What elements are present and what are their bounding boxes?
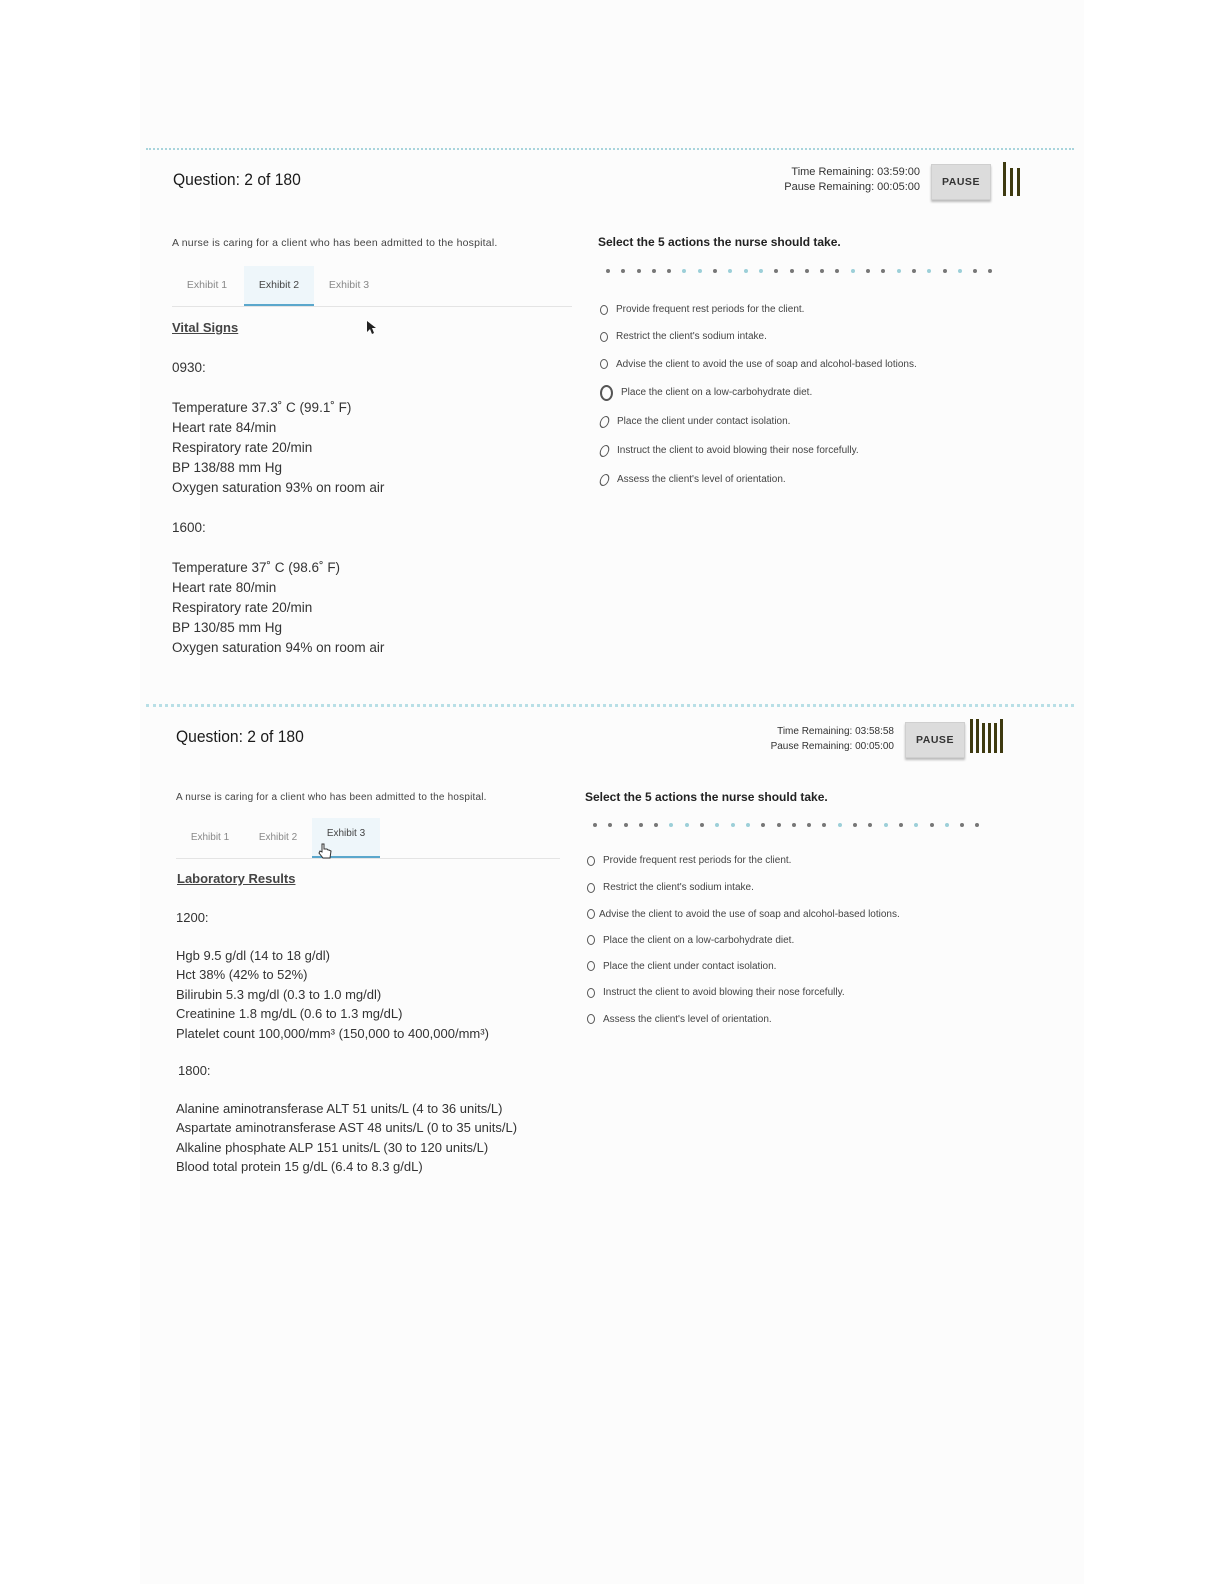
progress-dot — [667, 269, 671, 273]
lab-total-protein: Blood total protein 15 g/dL (6.4 to 8.3 g/dL) — [176, 1159, 423, 1174]
progress-dot — [608, 823, 612, 827]
vital-temperature: Temperature 37.3˚ C (99.1˚ F) — [172, 400, 352, 415]
progress-dot — [820, 269, 824, 273]
progress-dots — [606, 269, 992, 273]
progress-dot — [838, 823, 842, 827]
option-label: Advise the client to avoid the use of soap and alcohol-based lotions. — [616, 358, 917, 370]
progress-dot — [759, 269, 763, 273]
progress-dot — [715, 823, 719, 827]
option-label: Restrict the client's sodium intake. — [603, 882, 754, 893]
progress-dot — [637, 269, 641, 273]
radio-icon[interactable] — [600, 305, 608, 315]
progress-dot — [912, 269, 916, 273]
option-label: Assess the client's level of orientation. — [617, 474, 786, 485]
progress-dot — [805, 269, 809, 273]
radio-icon[interactable] — [598, 474, 610, 486]
option-label: Advise the client to avoid the use of soap and alcohol-based lotions. — [599, 908, 900, 920]
question-stem: A nurse is caring for a client who has been admitted to the hospital. — [172, 237, 498, 249]
lab-hgb: Hgb 9.5 g/dl (14 to 18 g/dl) — [176, 947, 330, 963]
progress-dot — [777, 823, 781, 827]
answer-option[interactable] — [587, 1006, 900, 1032]
timer-block — [771, 724, 894, 754]
lab-hct: Hct 38% (42% to 52%) — [176, 967, 308, 982]
progress-dot — [728, 269, 732, 273]
vital-temperature: Temperature 37˚ C (98.6˚ F) — [172, 560, 341, 575]
lab-creatinine: Creatinine 1.8 mg/dL (0.6 to 1.3 mg/dL) — [176, 1006, 403, 1021]
time-heading: 1600: — [172, 520, 206, 535]
vital-respiratory-rate: Respiratory rate 20/min — [172, 600, 313, 615]
radio-icon[interactable] — [587, 883, 595, 893]
progress-dot — [685, 823, 689, 827]
question-counter: Question: 2 of 180 — [176, 727, 304, 746]
progress-dot — [851, 269, 855, 273]
answer-option[interactable] — [587, 953, 900, 979]
question-instruction: Select the 5 actions the nurse should take. — [585, 790, 828, 804]
top-divider — [146, 148, 1074, 150]
progress-dot — [930, 823, 934, 827]
radio-icon[interactable] — [598, 445, 610, 457]
vital-heart-rate: Heart rate 80/min — [172, 580, 277, 595]
option-label: Instruct the client to avoid blowing their nose forcefully. — [603, 987, 845, 998]
exhibit-content — [176, 908, 517, 1197]
progress-dot — [807, 823, 811, 827]
time-remaining: Time Remaining: 03:58:58 — [777, 726, 894, 737]
pause-button[interactable]: PAUSE — [905, 722, 965, 758]
progress-dot — [960, 823, 964, 827]
radio-icon[interactable] — [587, 988, 595, 998]
answer-option[interactable] — [600, 323, 917, 350]
vital-blood-pressure: BP 130/85 mm Hg — [172, 620, 283, 635]
progress-dot — [927, 269, 931, 273]
radio-icon[interactable] — [587, 909, 595, 919]
progress-dot — [853, 823, 857, 827]
progress-dot — [593, 823, 597, 827]
progress-dot — [669, 823, 673, 827]
progress-dot — [897, 269, 901, 273]
answer-option[interactable] — [600, 465, 917, 494]
progress-dot — [943, 269, 947, 273]
answer-option[interactable] — [600, 407, 917, 436]
progress-dot — [761, 823, 765, 827]
progress-dot — [975, 823, 979, 827]
tab-exhibit-2[interactable]: Exhibit 2 — [258, 831, 298, 843]
progress-dot — [731, 823, 735, 827]
exhibit-tabs — [172, 266, 572, 307]
question-counter: Question: 2 of 180 — [173, 170, 301, 189]
answer-option[interactable] — [587, 874, 900, 901]
answer-option[interactable] — [600, 436, 917, 465]
option-label: Provide frequent rest periods for the client. — [603, 855, 792, 866]
lab-bilirubin: Bilirubin 5.3 mg/dl (0.3 to 1.0 mg/dl) — [176, 986, 382, 1002]
radio-icon[interactable] — [587, 1014, 595, 1024]
tab-exhibit-1[interactable]: Exhibit 1 — [190, 831, 230, 843]
answer-option[interactable] — [587, 847, 900, 874]
progress-dot — [899, 823, 903, 827]
exhibit-title: Vital Signs — [172, 320, 239, 335]
time-remaining: Time Remaining: 03:59:00 — [791, 166, 920, 178]
radio-icon[interactable] — [598, 416, 610, 428]
lab-alt: Alanine aminotransferase ALT 51 units/L (4 to 36 units/L) — [176, 1100, 503, 1116]
progress-dot — [652, 269, 656, 273]
radio-icon[interactable] — [600, 359, 608, 369]
progress-dot — [682, 269, 686, 273]
progress-dot — [958, 269, 962, 273]
progress-dot — [914, 823, 918, 827]
progress-dots — [593, 823, 979, 827]
option-label: Place the client on a low-carbohydrate diet. — [603, 934, 795, 946]
vital-heart-rate: Heart rate 84/min — [172, 420, 277, 435]
vital-oxygen-saturation: Oxygen saturation 93% on room air — [172, 480, 385, 495]
progress-dot — [654, 823, 658, 827]
tab-exhibit-3[interactable]: Exhibit 3 — [328, 279, 370, 291]
progress-dot — [792, 823, 796, 827]
radio-icon[interactable] — [587, 935, 595, 945]
progress-dot — [790, 269, 794, 273]
vital-respiratory-rate: Respiratory rate 20/min — [172, 440, 313, 455]
answer-option[interactable] — [587, 979, 900, 1006]
lab-platelet-count: Platelet count 100,000/mm³ (150,000 to 400,000/mm³) — [176, 1025, 489, 1041]
progress-dot — [639, 823, 643, 827]
progress-dot — [698, 269, 702, 273]
option-label: Assess the client's level of orientation. — [603, 1013, 772, 1025]
answer-option[interactable] — [587, 927, 900, 953]
hand-pointer-icon — [318, 843, 332, 859]
progress-dot — [881, 269, 885, 273]
vital-blood-pressure: BP 138/88 mm Hg — [172, 460, 283, 475]
progress-dot — [822, 823, 826, 827]
progress-dot — [700, 823, 704, 827]
answer-options — [600, 296, 917, 494]
progress-dot — [774, 269, 778, 273]
pause-remaining: Pause Remaining: 00:05:00 — [784, 181, 920, 193]
tab-exhibit-1[interactable]: Exhibit 1 — [186, 279, 228, 291]
radio-icon[interactable] — [600, 332, 608, 342]
question-stem: A nurse is caring for a client who has been admitted to the hospital. — [176, 792, 487, 803]
question-instruction: Select the 5 actions the nurse should take. — [598, 235, 841, 249]
option-label: Place the client under contact isolation. — [603, 960, 777, 972]
option-label: Place the client on a low-carbohydrate diet. — [621, 387, 813, 398]
option-label: Instruct the client to avoid blowing their nose forcefully. — [617, 445, 859, 456]
option-label: Place the client under contact isolation. — [617, 416, 791, 427]
progress-dot — [624, 823, 628, 827]
progress-dot — [713, 269, 717, 273]
progress-dot — [868, 823, 872, 827]
progress-dot — [606, 269, 610, 273]
progress-dot — [866, 269, 870, 273]
timer-block — [784, 165, 920, 195]
progress-dot — [835, 269, 839, 273]
answer-options — [587, 847, 900, 1032]
exhibit-content — [172, 358, 384, 678]
vital-oxygen-saturation: Oxygen saturation 94% on room air — [172, 640, 385, 655]
pause-button[interactable]: PAUSE — [931, 164, 991, 200]
exhibit-tabs — [176, 818, 560, 859]
answer-option[interactable] — [600, 378, 917, 407]
pause-remaining: Pause Remaining: 00:05:00 — [770, 741, 894, 752]
radio-icon[interactable] — [587, 961, 595, 971]
mouse-pointer-icon — [366, 320, 376, 336]
tab-exhibit-2[interactable]: Exhibit 2 — [244, 266, 314, 306]
lab-ast: Aspartate aminotransferase AST 48 units/L (0 to 35 units/L) — [176, 1120, 518, 1135]
time-heading: 0930: — [172, 360, 206, 375]
progress-dot — [945, 823, 949, 827]
answer-option[interactable] — [600, 296, 917, 323]
progress-dot — [621, 269, 625, 273]
section-divider — [146, 704, 1074, 707]
progress-dot — [988, 269, 992, 273]
progress-dot — [884, 823, 888, 827]
exhibit-title: Laboratory Results — [177, 871, 296, 886]
tab-exhibit-3[interactable]: Exhibit 3 — [312, 818, 380, 858]
answer-option[interactable] — [587, 901, 900, 927]
menu-icon[interactable] — [1003, 162, 1020, 196]
time-heading: 1200: — [176, 910, 209, 925]
menu-icon[interactable] — [970, 719, 1003, 753]
option-label: Restrict the client's sodium intake. — [616, 331, 767, 342]
option-label: Provide frequent rest periods for the client. — [616, 304, 805, 315]
progress-dot — [746, 823, 750, 827]
radio-icon[interactable] — [600, 385, 613, 401]
lab-alp: Alkaline phosphate ALP 151 units/L (30 to 120 units/L) — [176, 1139, 489, 1155]
progress-dot — [744, 269, 748, 273]
time-heading: 1800: — [178, 1063, 211, 1078]
radio-icon[interactable] — [587, 856, 595, 866]
answer-option[interactable] — [600, 350, 917, 378]
progress-dot — [973, 269, 977, 273]
